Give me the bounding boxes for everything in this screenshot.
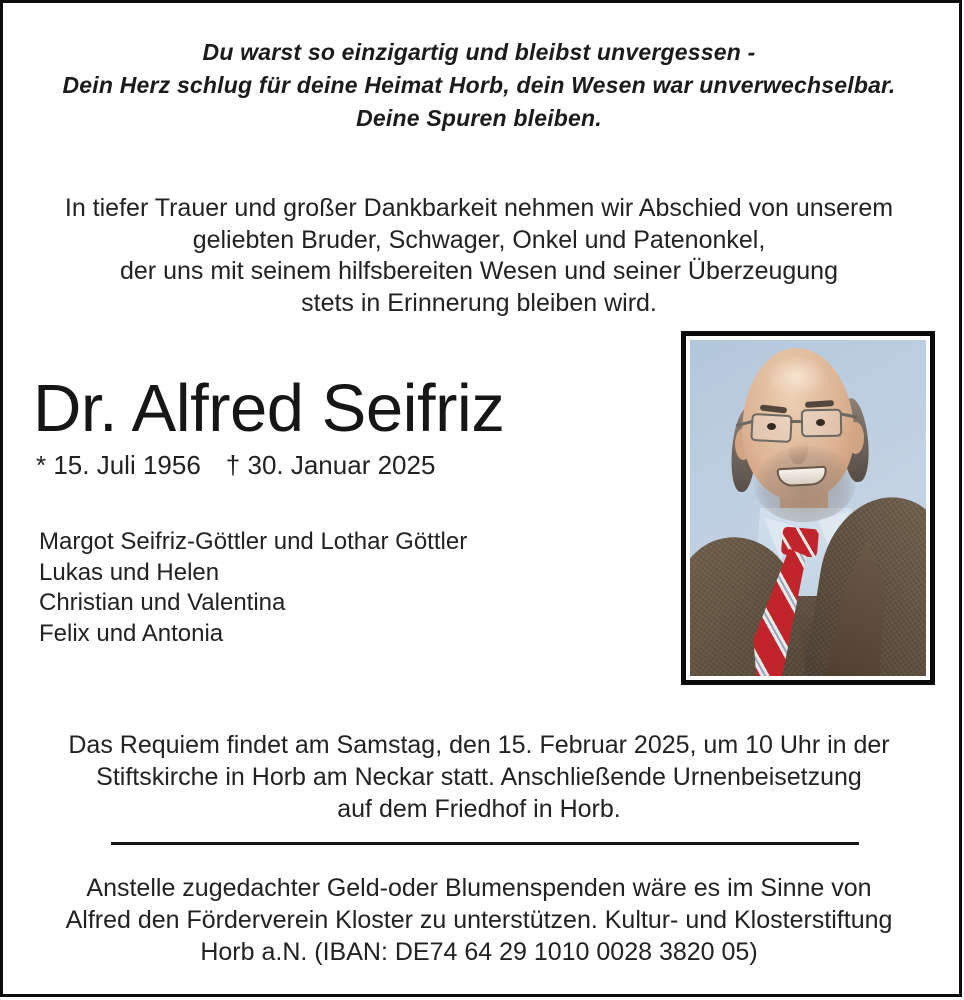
memorial-verse [3,36,955,135]
mourners-list [39,527,467,649]
intro-line: der uns mit seinem hilfsbereiten Wesen und seiner Überzeugung [120,257,838,285]
mourner-line: Felix und Antonia [39,619,224,647]
portrait-eye [767,423,776,430]
intro-line: stets in Erinnerung bleiben wird. [301,288,657,317]
birth-date: * 15. Juli 1956 [36,450,201,480]
memorial-verse-line: Dein Herz schlug für deine Heimat Horb, dein Wesen war unverwechselbar. [62,72,896,98]
death-date: † 30. Januar 2025 [225,450,436,480]
portrait-highlight [766,356,828,398]
divider-line [111,842,859,845]
intro-line: geliebten Bruder, Schwager, Onkel und Patenonkel, [192,225,766,254]
mourner-line: Christian und Valentina [39,589,286,616]
intro-paragraph [3,193,955,319]
portrait-glasses-bridge [790,420,803,423]
deceased-name: Dr. Alfred Seifriz [33,371,505,446]
portrait-photo-image [690,340,926,676]
memorial-verse-line: Deine Spuren bleiben. [356,105,602,131]
life-dates [36,450,435,480]
intro-line: In tiefer Trauer und großer Dankbarkeit nehmen wir Abschied von unserem [64,194,894,222]
donation-line: Alfred den Förderverein Kloster zu unterstützen. Kultur- und Klosterstiftung [65,906,893,934]
service-info [3,729,955,825]
portrait-tie-knot [781,526,819,557]
donation-info [3,872,955,968]
service-line: Stiftskirche in Horb am Neckar statt. Anschließende Urnenbeisetzung [96,763,862,791]
mourner-line: Lukas und Helen [39,558,220,586]
service-line: Das Requiem findet am Samstag, den 15. Februar 2025, um 10 Uhr in der [68,731,890,759]
donation-line: Anstelle zugedachter Geld-oder Blumenspenden wäre es im Sinne von [86,874,872,902]
memorial-verse-line: Du warst so einzigartig und bleibst unvergessen - [202,39,756,65]
portrait-eye [816,419,825,426]
portrait-photo [681,331,935,685]
mourner-line: Margot Seifriz-Göttler und Lothar Göttler [39,528,468,555]
donation-line: Horb a.N. (IBAN: DE74 64 29 1010 0028 3820 05) [200,938,758,966]
service-line: auf dem Friedhof in Horb. [337,795,621,823]
